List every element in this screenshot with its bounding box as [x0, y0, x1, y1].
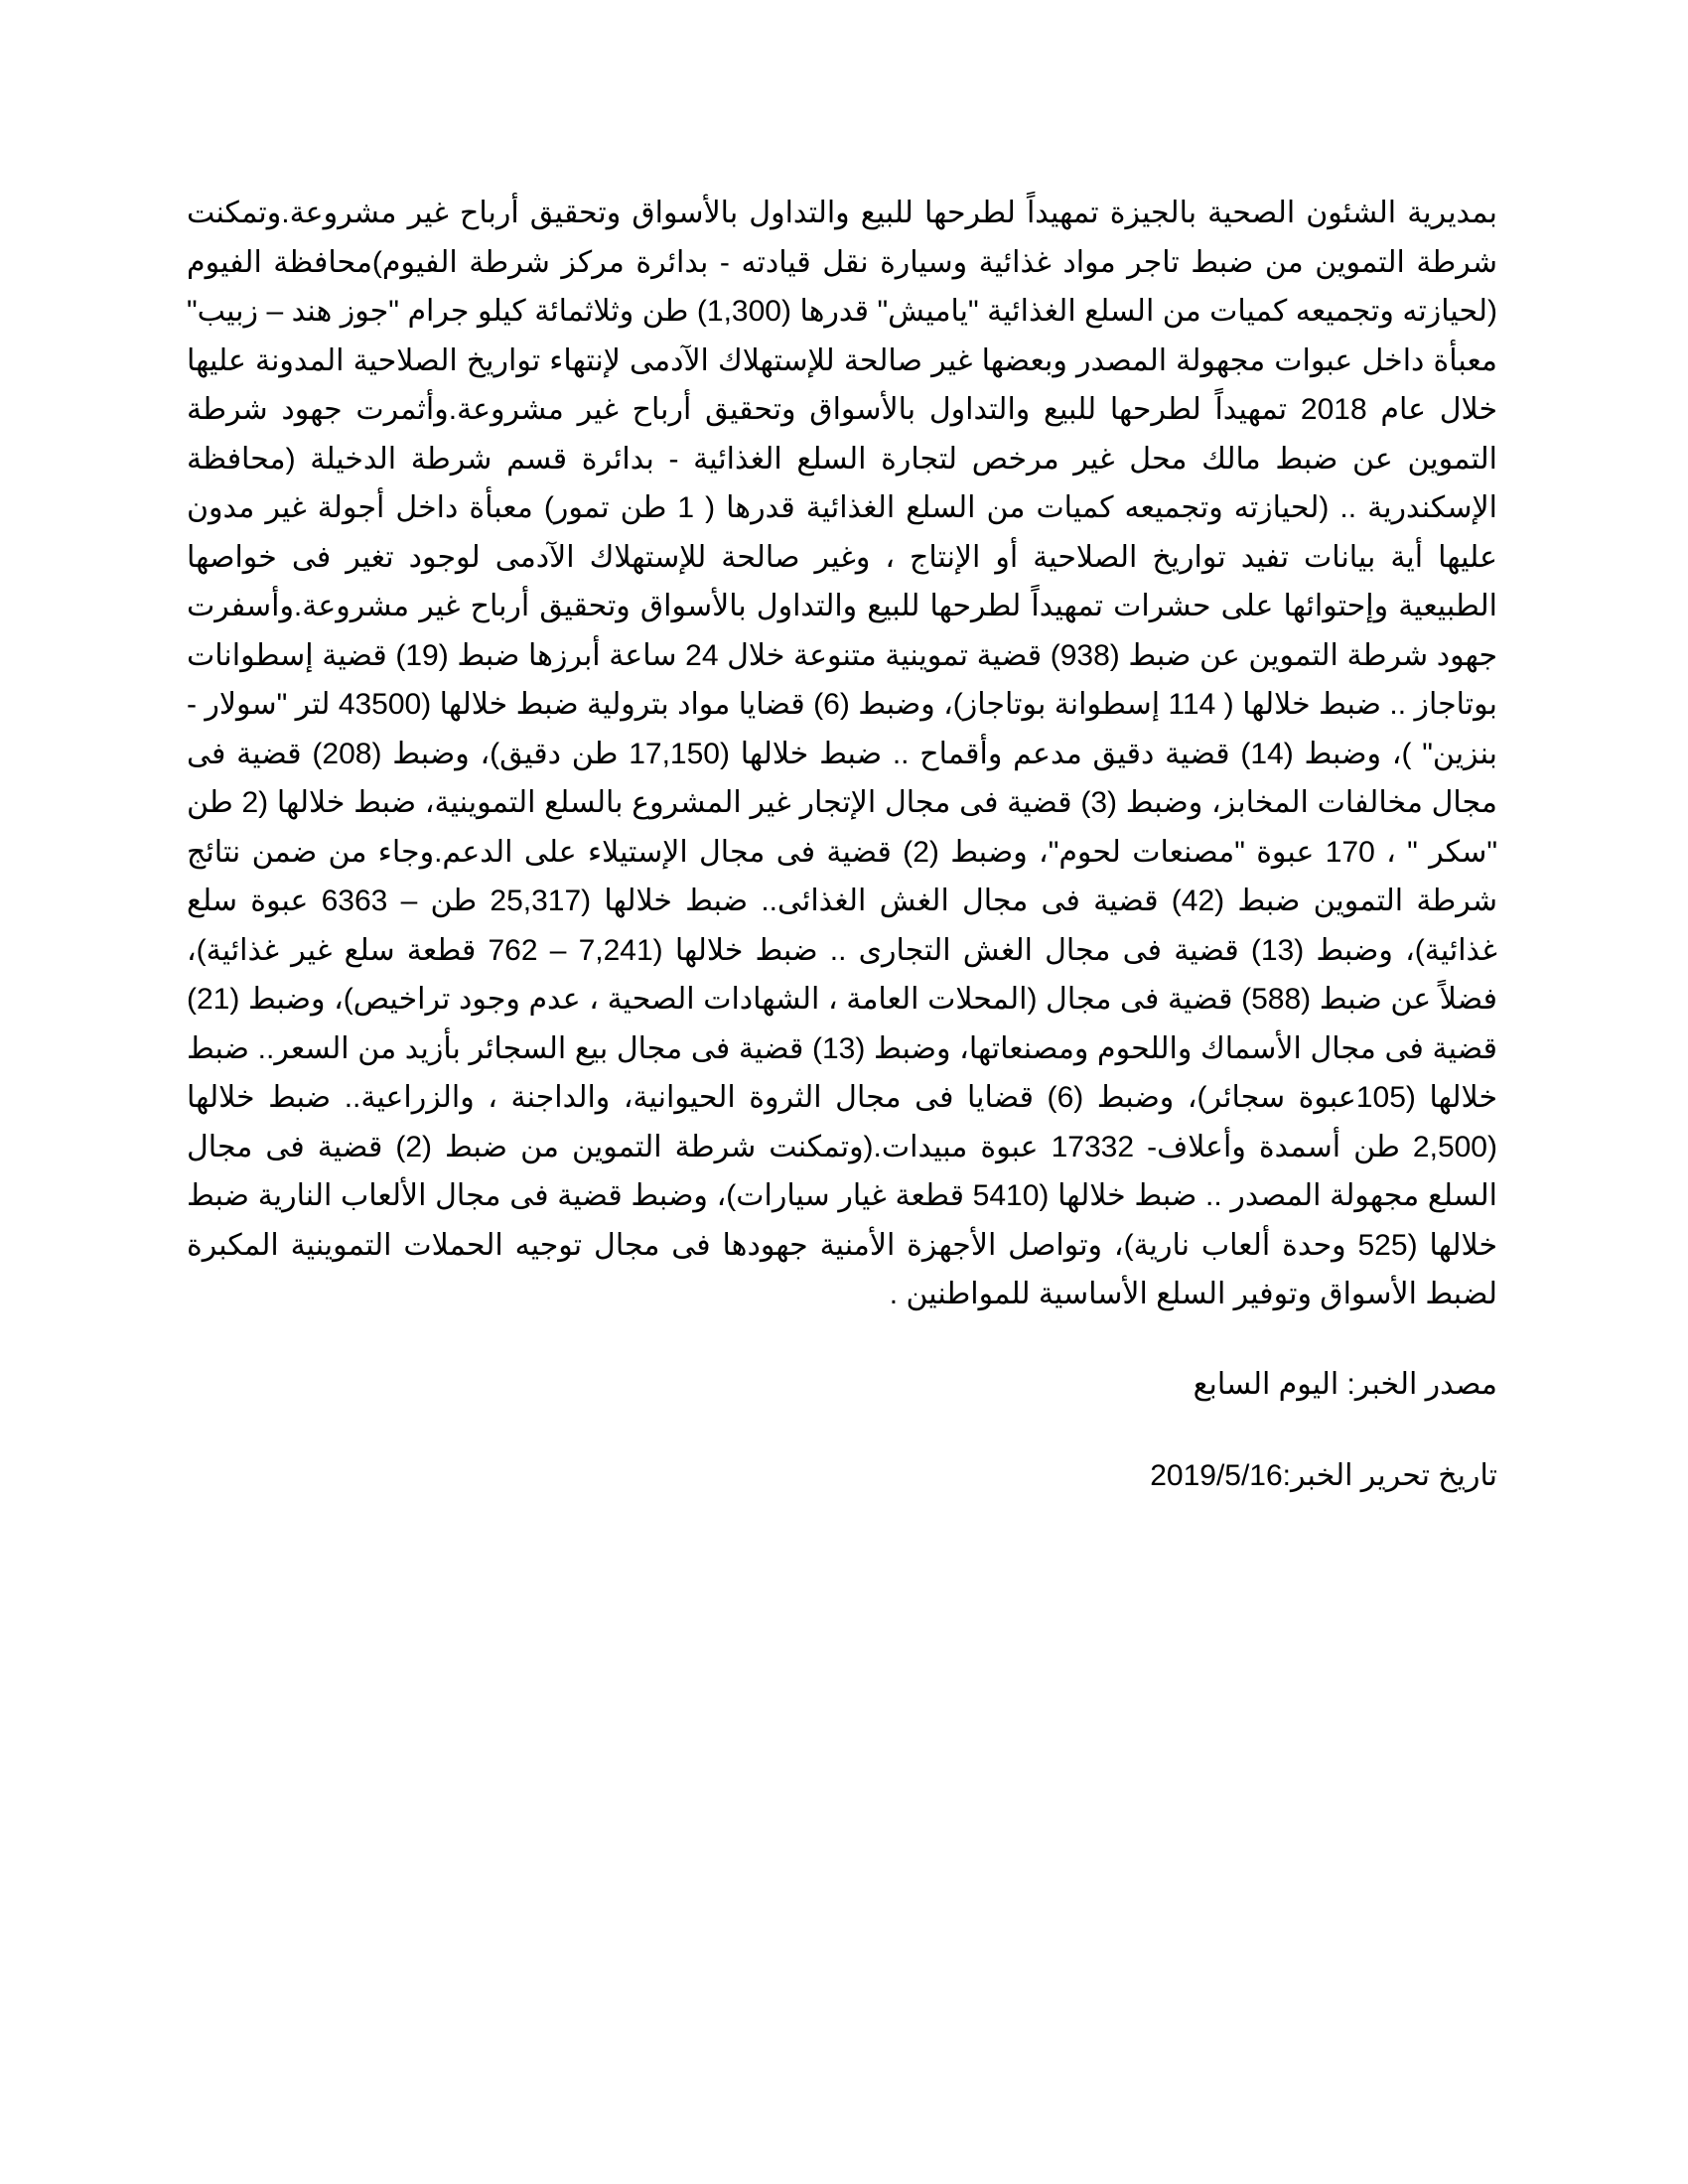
article-body: بمديرية الشئون الصحية بالجيزة تمهيداً لطرحها للبيع والتداول بالأسواق وتحقيق أرباح غير مشروعة.وتمكنت شرطة التموين من ضبط تاجر مواد غذائية وسيارة نقل قيادته - بدائرة مركز شرطة الفيوم)محافظة الفيوم (لحيازته وتجميعه كميات من السلع الغذائية "ياميش" قدرها (1,300) طن وثلاثمائة كيلو جرام "جوز هند – زبيب" معبأة داخل عبوات مجهولة المصدر وبعضها غير صالحة للإستهلاك الآدمى لإنتهاء تواريخ الصلاحية المدونة عليها خلال عام 2018 تمهيداً لطرحها للبيع والتداول بالأسواق وتحقيق أرباح غير مشروعة.وأثمرت جهود شرطة التموين عن ضبط مالك محل غير مرخص لتجارة السلع الغذائية - بدائرة قسم شرطة الدخيلة (محافظة الإسكندرية .. (لحيازته وتجميعه كميات من السلع الغذائية قدرها ( 1 طن تمور) معبأة داخل أجولة غير مدون عليها أية بيانات تفيد تواريخ الصلاحية أو الإنتاج ، وغير صالحة للإستهلاك الآدمى لوجود تغير فى خواصها الطبيعية وإحتوائها على حشرات تمهيداً لطرحها للبيع والتداول بالأسواق وتحقيق أرباح غير مشروعة.وأسفرت جهود شرطة التموين عن ضبط (938) قضية تموينية متنوعة خلال 24 ساعة أبرزها ضبط (19) قضية إسطوانات بوتاجاز .. ضبط خلالها ( 114 إسطوانة بوتاجاز)، وضبط (6) قضايا مواد بترولية ضبط خلالها (43500 لتر "سولار - بنزين" )، وضبط (14) قضية دقيق مدعم وأقماح .. ضبط خلالها (17,150 طن دقيق)، وضبط (208) قضية فى مجال مخالفات المخابز، وضبط (3) قضية فى مجال الإتجار غير المشروع بالسلع التموينية، ضبط خلالها (2 طن "سكر " ، 170 عبوة "مصنعات لحوم"، وضبط (2) قضية فى مجال الإستيلاء على الدعم.وجاء من ضمن نتائج شرطة التموين ضبط (42) قضية فى مجال الغش الغذائى.. ضبط خلالها (25,317 طن – 6363 عبوة سلع غذائية)، وضبط (13) قضية فى مجال الغش التجارى .. ضبط خلالها (7,241 – 762 قطعة سلع غير غذائية)، فضلاً عن ضبط (588) قضية فى مجال (المحلات العامة ، الشهادات الصحية ، عدم وجود تراخيص)، وضبط (21) قضية فى مجال الأسماك واللحوم ومصنعاتها، وضبط (13) قضية فى مجال بيع السجائر بأزيد من السعر.. ضبط خلالها (105عبوة سجائر)، وضبط (6) قضايا فى مجال الثروة الحيوانية، والداجنة ، والزراعية.. ضبط خلالها (2,500 طن أسمدة وأعلاف- 17332 عبوة مبيدات.(وتمكنت شرطة التموين من ضبط (2) قضية فى مجال السلع مجهولة المصدر .. ضبط خلالها (5410 قطعة غيار سيارات)، وضبط قضية فى مجال الألعاب النارية ضبط خلالها (525 وحدة ألعاب نارية)، وتواصل الأجهزة الأمنية جهودها فى مجال توجيه الحملات التموينية المكبرة لضبط الأسواق وتوفير السلع الأساسية للمواطنين . — [187, 197, 1498, 1310]
news-date: تاريخ تحرير الخبر:2019/5/16 — [1150, 1458, 1497, 1492]
document-page — [187, 189, 1497, 1496]
news-source: مصدر الخبر: اليوم السابع — [1193, 1367, 1497, 1401]
